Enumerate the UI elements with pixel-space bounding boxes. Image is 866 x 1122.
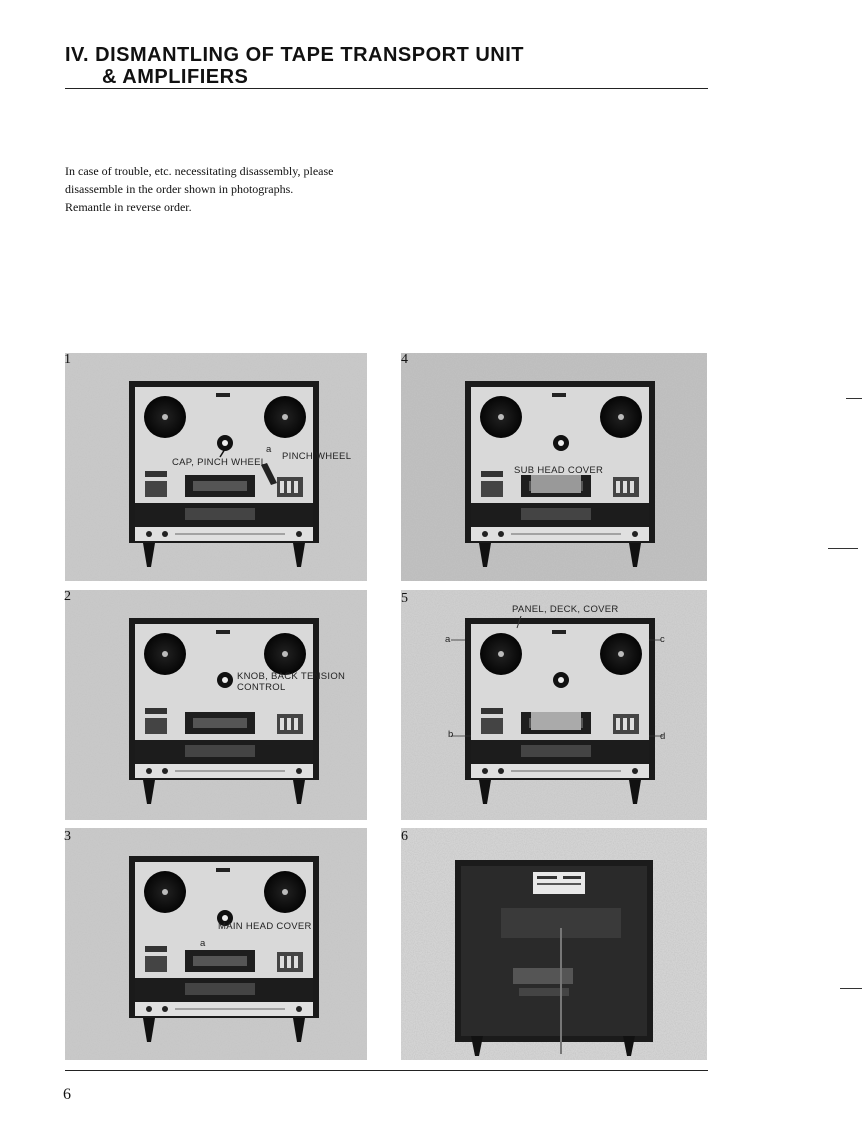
photo-2-callout-knob: KNOB, BACK TENSION <box>237 671 346 682</box>
photo-number-6: 6 <box>401 829 408 844</box>
intro-line3: Remantle in reverse order. <box>65 200 192 214</box>
intro-line1: In case of trouble, etc. necessitating disassembly, please <box>65 164 334 178</box>
intro-line2: disassemble in the order shown in photographs. <box>65 182 294 196</box>
photo-5-callout-d: d <box>660 731 666 742</box>
photo-6 <box>401 828 707 1060</box>
photo-5 <box>401 590 707 820</box>
photo-3-callout-main-head-cover: MAIN HEAD COVER <box>218 921 312 932</box>
photo-number-4: 4 <box>401 352 408 367</box>
margin-mark <box>846 398 862 399</box>
photo-1-callout-cap-pinch-wheel: CAP, PINCH WHEEL <box>172 457 267 468</box>
title-rule <box>65 88 708 89</box>
photo-4-callout-sub-head-cover: SUB HEAD COVER <box>514 465 604 476</box>
section-title-line1: IV. DISMANTLING OF TAPE TRANSPORT UNIT <box>65 44 525 66</box>
photo-2 <box>65 590 367 820</box>
margin-mark <box>828 548 858 549</box>
photo-2-callout-control: CONTROL <box>237 682 286 693</box>
margin-mark <box>840 988 862 989</box>
photo-5-callout-c: c <box>660 634 666 645</box>
photo-number-2: 2 <box>64 589 71 604</box>
photo-5-callout-a: a <box>445 634 451 645</box>
photo-5-callout-b: b <box>448 729 454 740</box>
photo-number-1: 1 <box>64 352 71 367</box>
footer-rule <box>65 1070 708 1071</box>
intro-paragraph <box>65 162 369 216</box>
section-title-line2: & AMPLIFIERS <box>102 66 249 88</box>
photo-number-3: 3 <box>64 829 71 844</box>
photo-3 <box>65 828 367 1060</box>
photo-1-callout-a: a <box>266 444 272 455</box>
page-number: 6 <box>63 1086 71 1103</box>
photo-5-callout-panel-deck-cover: PANEL, DECK, COVER <box>512 604 619 615</box>
photo-number-5: 5 <box>401 591 408 606</box>
photo-1-callout-pinch-wheel: PINCH WHEEL <box>282 451 352 462</box>
photo-3-callout-a: a <box>200 938 206 949</box>
section-title <box>65 44 705 88</box>
